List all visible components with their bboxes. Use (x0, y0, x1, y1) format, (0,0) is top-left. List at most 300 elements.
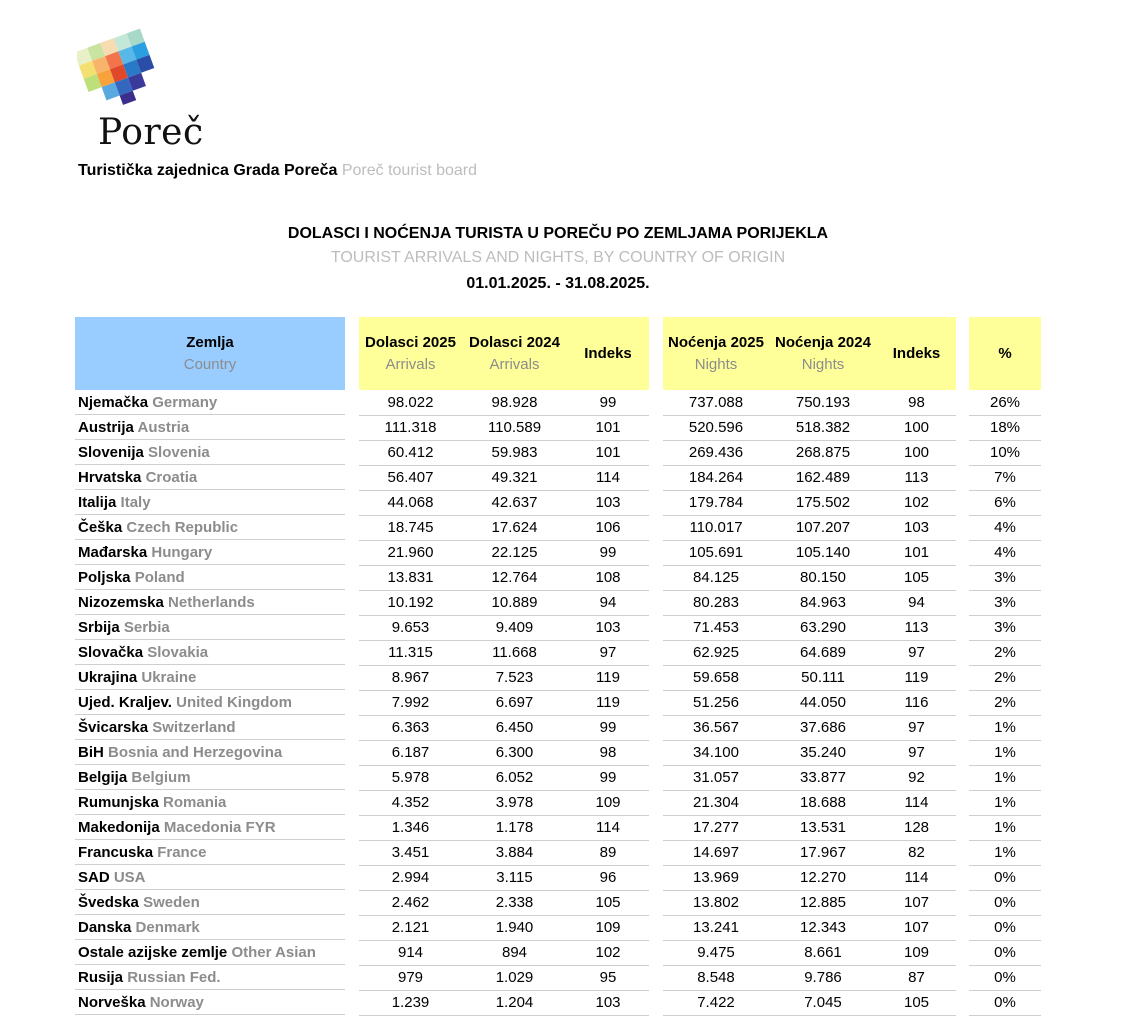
nights-index-cell: 97 (908, 644, 925, 661)
country-name-en: Macedonia FYR (163, 819, 276, 836)
table-row (0, 641, 1133, 666)
nights-index-cell: 102 (903, 494, 930, 511)
arrivals-2024-cell: 6.697 (495, 694, 534, 711)
table-row (0, 391, 1133, 416)
header-country-hr: Zemlja (186, 333, 234, 351)
country-name-en: Netherlands (168, 594, 255, 611)
country-cell (75, 891, 345, 915)
percent-cell: 10% (989, 444, 1021, 461)
nights-index-cell: 116 (904, 694, 929, 711)
arrivals-2024-cell: 1.204 (495, 994, 534, 1011)
country-cell (75, 991, 345, 1015)
percent-cell: 3% (994, 619, 1016, 636)
nights-2024-cell: 12.343 (800, 919, 846, 936)
header-percent-label: % (998, 344, 1012, 362)
nights-index-cell: 94 (908, 594, 925, 611)
arrivals-2024-cell: 1.178 (495, 819, 534, 836)
percent-cell: 26% (989, 394, 1021, 411)
country-cell (75, 641, 345, 665)
country-name-en: Slovakia (147, 644, 209, 661)
nights-2024-cell: 64.689 (800, 644, 846, 661)
country-name-hr: BiH (78, 744, 104, 761)
arrivals-index-cell: 103 (595, 494, 621, 511)
percent-cell: 3% (994, 569, 1016, 586)
nights-2024-cell: 37.686 (800, 719, 846, 736)
country-name-en: Belgium (131, 769, 191, 786)
country-cell (75, 766, 345, 790)
arrivals-index-cell: 109 (595, 794, 621, 811)
organization-name (78, 162, 477, 180)
percent-cell: 0% (994, 919, 1016, 936)
table-row (0, 491, 1133, 516)
table-row (0, 566, 1133, 591)
header-arrivals-index: Indeks (584, 344, 632, 362)
arrivals-2025-cell: 8.967 (391, 669, 430, 686)
nights-2025-cell: 13.969 (693, 869, 739, 886)
country-name-en: Norway (149, 994, 204, 1011)
nights-2025-cell: 62.925 (693, 644, 739, 661)
country-cell (75, 916, 345, 940)
table-row (0, 691, 1133, 716)
brand-name: Poreč (98, 112, 204, 153)
country-name-hr: Ukrajina (78, 669, 138, 686)
country-cell (75, 691, 345, 715)
nights-2024-cell: 84.963 (800, 594, 846, 611)
country-cell (75, 791, 345, 815)
country-name-hr: Francuska (78, 844, 154, 861)
arrivals-index-cell: 98 (599, 744, 617, 761)
country-name-en: France (157, 844, 207, 861)
nights-2024-cell: 17.967 (800, 844, 846, 861)
arrivals-index-cell: 103 (595, 994, 621, 1011)
nights-index-cell: 128 (903, 819, 930, 836)
table-row (0, 916, 1133, 941)
arrivals-2024-cell: 1.940 (495, 919, 534, 936)
nights-2024-cell: 13.531 (800, 819, 846, 836)
nights-2025-cell: 14.697 (693, 844, 739, 861)
nights-2025-cell: 184.264 (688, 469, 744, 486)
nights-index-cell: 105 (903, 569, 930, 586)
country-cell (75, 866, 345, 890)
nights-2025-cell: 34.100 (693, 744, 739, 761)
country-name-hr: Češka (78, 519, 123, 536)
arrivals-index-cell: 96 (599, 869, 617, 886)
country-name-en: Switzerland (152, 719, 236, 736)
nights-2024-cell: 50.111 (801, 669, 845, 686)
arrivals-2025-cell: 1.346 (391, 819, 430, 836)
percent-cell: 2% (994, 669, 1016, 686)
arrivals-index-cell: 119 (596, 669, 620, 686)
arrivals-2025-cell: 60.412 (387, 444, 434, 461)
nights-2024-cell: 80.150 (800, 569, 846, 586)
country-name-hr: Nizozemska (78, 594, 164, 611)
country-cell (75, 741, 345, 765)
country-name-en: Austria (137, 419, 190, 436)
country-cell (75, 716, 345, 740)
percent-cell: 0% (994, 969, 1016, 986)
nights-2025-cell: 17.277 (693, 819, 739, 836)
country-name-hr: Makedonija (78, 819, 160, 836)
arrivals-2025-cell: 5.978 (391, 769, 430, 786)
nights-2024-cell: 175.502 (795, 494, 851, 511)
nights-index-cell: 97 (908, 744, 925, 761)
arrivals-index-cell: 95 (599, 969, 617, 986)
header-country (75, 317, 345, 390)
header-percent (969, 317, 1041, 390)
nights-2025-cell: 8.548 (697, 969, 735, 986)
country-cell (75, 566, 345, 590)
nights-index-cell: 113 (904, 619, 929, 636)
arrivals-2025-cell: 6.187 (391, 744, 430, 761)
country-cell (75, 616, 345, 640)
nights-2025-cell: 110.017 (689, 519, 743, 536)
nights-2024-cell: 18.688 (800, 794, 846, 811)
table-row (0, 891, 1133, 916)
percent-cell: 3% (994, 594, 1016, 611)
country-name-hr: Poljska (78, 569, 131, 586)
nights-index-cell: 114 (904, 794, 929, 811)
arrivals-index-cell: 109 (595, 919, 621, 936)
nights-index-cell: 82 (908, 844, 925, 861)
nights-index-cell: 109 (903, 944, 930, 961)
nights-index-cell: 92 (908, 769, 925, 786)
country-name-en: Italy (120, 494, 151, 511)
arrivals-2024-cell: 10.889 (491, 594, 538, 611)
country-name-en: Denmark (135, 919, 200, 936)
nights-index-cell: 97 (908, 719, 925, 736)
country-cell (75, 516, 345, 540)
country-name-hr: Rusija (78, 969, 124, 986)
country-name-hr: Mađarska (78, 544, 148, 561)
nights-2024-cell: 105.140 (795, 544, 851, 561)
country-cell (75, 816, 345, 840)
arrivals-2024-cell: 9.409 (495, 619, 534, 636)
percent-cell: 1% (994, 819, 1016, 836)
nights-2024-cell: 63.290 (800, 619, 846, 636)
nights-2025-cell: 179.784 (688, 494, 744, 511)
country-name-hr: Srbija (78, 619, 120, 636)
table-row (0, 791, 1133, 816)
arrivals-2024-cell: 49.321 (491, 469, 538, 486)
arrivals-index-cell: 94 (599, 594, 617, 611)
nights-index-cell: 87 (908, 969, 925, 986)
arrivals-index-cell: 101 (595, 419, 621, 436)
country-cell (75, 466, 345, 490)
table-row (0, 841, 1133, 866)
table-row (0, 741, 1133, 766)
arrivals-index-cell: 101 (595, 444, 621, 461)
arrivals-index-cell: 99 (599, 544, 617, 561)
country-name-hr: Slovenija (78, 444, 144, 461)
arrivals-2025-cell: 10.192 (387, 594, 434, 611)
nights-index-cell: 100 (903, 419, 930, 436)
arrivals-2025-cell: 18.745 (387, 519, 434, 536)
arrivals-2025-cell: 2.994 (391, 869, 430, 886)
arrivals-2025-cell: 111.318 (384, 419, 437, 436)
nights-2024-cell: 107.207 (795, 519, 851, 536)
nights-2025-cell: 13.802 (693, 894, 739, 911)
arrivals-2025-cell: 979 (397, 969, 424, 986)
country-name-hr: Norveška (78, 994, 146, 1011)
arrivals-2025-cell: 3.451 (391, 844, 430, 861)
header-arrivals-2024-en: Arrivals (489, 355, 540, 373)
table-row (0, 441, 1133, 466)
header-nights-2024-en: Nights (801, 355, 845, 373)
nights-2025-cell: 59.658 (693, 669, 739, 686)
table-row (0, 591, 1133, 616)
percent-cell: 1% (994, 719, 1016, 736)
country-name-hr: Ujed. Kraljev. (78, 694, 172, 711)
arrivals-2024-cell: 17.624 (491, 519, 538, 536)
arrivals-2024-cell: 3.884 (495, 844, 534, 861)
country-name-hr: Danska (78, 919, 132, 936)
percent-cell: 1% (994, 769, 1016, 786)
percent-cell: 6% (994, 494, 1016, 511)
nights-2024-cell: 33.877 (800, 769, 846, 786)
arrivals-2025-cell: 1.239 (391, 994, 430, 1011)
country-name-hr: Slovačka (78, 644, 144, 661)
nights-2024-cell: 12.885 (800, 894, 846, 911)
arrivals-index-cell: 106 (595, 519, 621, 536)
arrivals-2024-cell: 98.928 (491, 394, 538, 411)
nights-2024-cell: 162.489 (795, 469, 851, 486)
percent-cell: 0% (994, 994, 1016, 1011)
percent-cell: 4% (994, 544, 1016, 561)
percent-cell: 4% (994, 519, 1016, 536)
header-nights (663, 317, 956, 390)
country-name-en: Czech Republic (126, 519, 239, 536)
arrivals-index-cell: 99 (599, 769, 617, 786)
nights-2025-cell: 7.422 (697, 994, 735, 1011)
arrivals-index-cell: 99 (599, 394, 617, 411)
percent-cell: 0% (994, 894, 1016, 911)
table-row (0, 616, 1133, 641)
nights-2025-cell: 269.436 (688, 444, 744, 461)
country-name-en: Other Asian (231, 944, 316, 961)
arrivals-index-cell: 105 (595, 894, 621, 911)
arrivals-index-cell: 99 (599, 719, 617, 736)
country-name-en: Slovenia (148, 444, 210, 461)
country-cell (75, 541, 345, 565)
table-row (0, 991, 1133, 1016)
arrivals-index-cell: 114 (596, 819, 620, 836)
report-title: DOLASCI I NOĆENJA TURISTA U POREČU PO ZEMLJAMA PORIJEKLA (287, 225, 829, 242)
arrivals-2024-cell: 6.052 (495, 769, 534, 786)
nights-2025-cell: 13.241 (693, 919, 739, 936)
nights-2025-cell: 9.475 (697, 944, 735, 961)
nights-index-cell: 100 (903, 444, 930, 461)
nights-2025-cell: 51.256 (693, 694, 739, 711)
table-row (0, 816, 1133, 841)
nights-2025-cell: 71.453 (693, 619, 739, 636)
arrivals-index-cell: 102 (595, 944, 621, 961)
report-period: 01.01.2025. - 31.08.2025. (466, 275, 650, 292)
row-divider (969, 1015, 1041, 1016)
table-row (0, 716, 1133, 741)
arrivals-index-cell: 119 (596, 694, 620, 711)
arrivals-2024-cell: 2.338 (495, 894, 534, 911)
organization-name-en: Poreč tourist board (341, 162, 478, 179)
arrivals-index-cell: 89 (599, 844, 617, 861)
percent-cell: 1% (994, 844, 1016, 861)
header-nights-2024: Noćenja 2024 (775, 333, 871, 351)
header-arrivals-2025: Dolasci 2025 (365, 333, 456, 351)
nights-2025-cell: 80.283 (693, 594, 739, 611)
country-cell (75, 666, 345, 690)
country-name-hr: Ostale azijske zemlje (78, 944, 228, 961)
nights-index-cell: 113 (904, 469, 929, 486)
country-name-hr: SAD (78, 869, 110, 886)
arrivals-2024-cell: 1.029 (495, 969, 534, 986)
organization-name-hr: Turistička zajednica Grada Poreča (78, 162, 338, 179)
country-cell (75, 941, 345, 965)
arrivals-2024-cell: 22.125 (491, 544, 538, 561)
header-arrivals-2024: Dolasci 2024 (469, 333, 560, 351)
nights-2024-cell: 268.875 (795, 444, 851, 461)
percent-cell: 0% (994, 944, 1016, 961)
table-row (0, 541, 1133, 566)
arrivals-2024-cell: 110.589 (487, 419, 542, 436)
country-cell (75, 491, 345, 515)
country-name-hr: Njemačka (78, 394, 149, 411)
arrivals-index-cell: 103 (595, 619, 621, 636)
arrivals-2025-cell: 21.960 (387, 544, 434, 561)
country-cell (75, 391, 345, 415)
country-name-hr: Švedska (78, 894, 139, 911)
nights-2024-cell: 44.050 (800, 694, 846, 711)
percent-cell: 2% (994, 644, 1016, 661)
arrivals-2025-cell: 44.068 (387, 494, 434, 511)
table-row (0, 866, 1133, 891)
arrivals-2024-cell: 7.523 (495, 669, 534, 686)
row-divider (359, 1015, 649, 1016)
nights-2024-cell: 7.045 (804, 994, 842, 1011)
nights-2024-cell: 35.240 (800, 744, 846, 761)
nights-index-cell: 107 (903, 894, 930, 911)
arrivals-2024-cell: 59.983 (491, 444, 538, 461)
nights-2024-cell: 750.193 (795, 394, 851, 411)
arrivals-2025-cell: 13.831 (387, 569, 434, 586)
percent-cell: 18% (989, 419, 1021, 436)
nights-2024-cell: 518.382 (795, 419, 851, 436)
country-name-hr: Rumunjska (78, 794, 159, 811)
nights-index-cell: 119 (904, 669, 929, 686)
nights-2024-cell: 9.786 (804, 969, 842, 986)
country-name-en: Croatia (145, 469, 198, 486)
arrivals-2025-cell: 98.022 (387, 394, 434, 411)
nights-2025-cell: 31.057 (693, 769, 739, 786)
percent-cell: 1% (994, 794, 1016, 811)
report-subtitle: TOURIST ARRIVALS AND NIGHTS, BY COUNTRY OF ORIGIN (330, 249, 786, 266)
arrivals-2025-cell: 2.462 (391, 894, 430, 911)
percent-cell: 0% (994, 869, 1016, 886)
row-divider (663, 1015, 956, 1016)
nights-2025-cell: 21.304 (693, 794, 739, 811)
arrivals-2025-cell: 7.992 (391, 694, 430, 711)
arrivals-2024-cell: 894 (501, 944, 528, 961)
country-name-en: USA (113, 869, 146, 886)
percent-cell: 7% (994, 469, 1016, 486)
nights-2024-cell: 12.270 (800, 869, 846, 886)
porec-logo-icon (77, 27, 167, 107)
arrivals-2025-cell: 6.363 (391, 719, 430, 736)
country-cell (75, 441, 345, 465)
country-name-en: Hungary (151, 544, 213, 561)
header-nights-2025-en: Nights (694, 355, 738, 373)
nights-index-cell: 101 (903, 544, 930, 561)
table-row (0, 966, 1133, 991)
country-name-en: Romania (163, 794, 227, 811)
arrivals-2024-cell: 6.300 (495, 744, 534, 761)
country-name-en: Ukraine (141, 669, 197, 686)
country-name-en: Sweden (143, 894, 200, 911)
country-name-hr: Italija (78, 494, 117, 511)
arrivals-2025-cell: 56.407 (387, 469, 434, 486)
nights-2024-cell: 8.661 (804, 944, 842, 961)
nights-2025-cell: 84.125 (693, 569, 739, 586)
arrivals-2024-cell: 12.764 (491, 569, 538, 586)
nights-index-cell: 103 (903, 519, 930, 536)
country-cell (75, 841, 345, 865)
arrivals-2025-cell: 11.315 (388, 644, 433, 661)
country-cell (75, 591, 345, 615)
arrivals-2024-cell: 11.668 (492, 644, 537, 661)
arrivals-2025-cell: 914 (397, 944, 424, 961)
arrivals-index-cell: 114 (596, 469, 620, 486)
table-row (0, 941, 1133, 966)
country-name-hr: Švicarska (78, 719, 149, 736)
header-arrivals (359, 317, 649, 390)
nights-2025-cell: 36.567 (693, 719, 739, 736)
country-name-en: Germany (152, 394, 218, 411)
table-row (0, 416, 1133, 441)
nights-index-cell: 105 (903, 994, 930, 1011)
header-country-en: Country (183, 355, 237, 373)
nights-2025-cell: 737.088 (688, 394, 744, 411)
country-name-hr: Belgija (78, 769, 128, 786)
country-name-en: Serbia (123, 619, 170, 636)
arrivals-2025-cell: 4.352 (391, 794, 430, 811)
arrivals-2024-cell: 3.115 (496, 869, 533, 886)
table-row (0, 766, 1133, 791)
arrivals-2024-cell: 42.637 (491, 494, 538, 511)
header-nights-2025: Noćenja 2025 (668, 333, 764, 351)
arrivals-index-cell: 108 (595, 569, 621, 586)
arrivals-2025-cell: 2.121 (391, 919, 430, 936)
arrivals-index-cell: 97 (599, 644, 617, 661)
arrivals-2025-cell: 9.653 (391, 619, 430, 636)
nights-2025-cell: 105.691 (688, 544, 744, 561)
table-row (0, 666, 1133, 691)
nights-index-cell: 98 (908, 394, 925, 411)
percent-cell: 1% (994, 744, 1016, 761)
header-arrivals-2025-en: Arrivals (385, 355, 436, 373)
table-row (0, 516, 1133, 541)
header-nights-index: Indeks (892, 344, 941, 362)
country-name-en: Poland (134, 569, 185, 586)
country-name-en: Russian Fed. (127, 969, 221, 986)
table-row (0, 466, 1133, 491)
percent-cell: 2% (994, 694, 1016, 711)
country-name-en: United Kingdom (176, 694, 292, 711)
arrivals-2024-cell: 6.450 (495, 719, 534, 736)
country-name-hr: Hrvatska (78, 469, 142, 486)
nights-index-cell: 114 (904, 869, 929, 886)
country-name-en: Bosnia and Herzegovina (108, 744, 283, 761)
country-cell (75, 416, 345, 440)
country-cell (75, 966, 345, 990)
nights-2025-cell: 520.596 (688, 419, 744, 436)
